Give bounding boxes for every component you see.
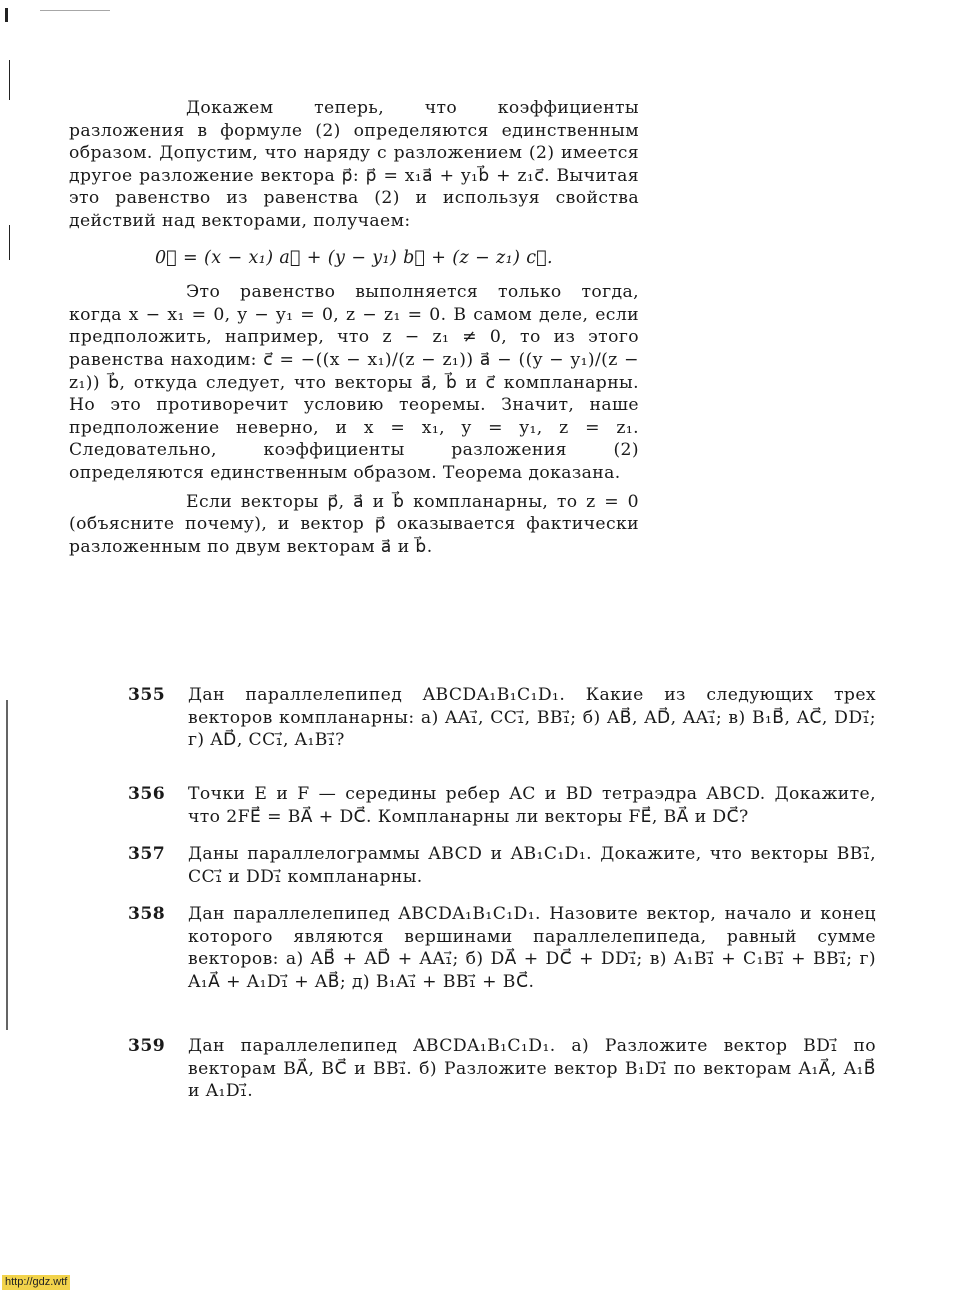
scan-top-rule (40, 10, 110, 11)
exercise-358 (128, 903, 876, 993)
exercise-text: Дан параллелепипед ABCDA₁B₁C₁D₁. а) Разложите вектор BD₁⃗ по векторам BA⃗, BC⃗ и BB₁⃗. б) Разложите вектор B₁D₁⃗ по векторам A₁A⃗, A₁B⃗ и A₁D₁⃗. (188, 1036, 876, 1102)
exercise-text: Точки E и F — середины ребер AC и BD тетраэдра ABCD. Докажите, что 2FE⃗ = BA⃗ + DC⃗. Компланарны ли векторы FE⃗, BA⃗ и DC⃗? (188, 784, 876, 827)
exercise-number: 357 (128, 844, 166, 864)
scan-edge-line (9, 60, 10, 100)
exercise-number: 356 (128, 784, 166, 804)
exercise-text: Дан параллелепипед ABCDA₁B₁C₁D₁. Назовите вектор, начало и конец которого являются вершинами параллелепипеда, равный сумме векторов: а) AB⃗ + AD⃗ + AA₁⃗; б) DA⃗ + DC⃗ + DD₁⃗; в) A₁B₁⃗ + C₁B₁⃗ + BB₁⃗; г) A₁A⃗ + A₁D₁⃗ + AB⃗; д) B₁A₁⃗ + BB₁⃗ + BC⃗. (188, 904, 876, 992)
watermark-link[interactable]: http://gdz.wtf (2, 1275, 70, 1290)
formula: 0⃗ = (x − x₁) a⃗ + (y − y₁) b⃗ + (z − z₁) c⃗. (155, 247, 553, 268)
theory-paragraph-1: Докажем теперь, что коэффициенты разложения в формуле (2) определяются единственным образом. Допустим, что наряду с разложением (2) имеется другое разложение вектора p⃗: p⃗ = x₁a⃗ + y₁b⃗ + z₁c⃗. Вычитая это равенство из равенства (2) и используя свойства действий над векторами, получаем: (69, 98, 639, 231)
exercise-359 (128, 1035, 876, 1103)
exercise-number: 359 (128, 1036, 166, 1056)
exercise-text: Даны параллелограммы ABCD и AB₁C₁D₁. Докажите, что векторы BB₁⃗, CC₁⃗ и DD₁⃗ компланарны. (188, 844, 876, 887)
exercise-number: 355 (128, 685, 166, 705)
theory-paragraph-3: Если векторы p⃗, a⃗ и b⃗ компланарны, то z = 0 (объясните почему), и вектор p⃗ оказывается фактически разложенным по двум векторам a⃗ и b⃗. (69, 491, 639, 557)
scan-edge-line (6, 700, 8, 1030)
exercise-number: 358 (128, 904, 166, 924)
exercise-357 (128, 843, 876, 888)
exercise-text: Дан параллелепипед ABCDA₁B₁C₁D₁. Какие из следующих трех векторов компланарны: а) AA₁⃗, CC₁⃗, BB₁⃗; б) AB⃗, AD⃗, AA₁⃗; в) B₁B⃗, AC⃗, DD₁⃗; г) AD⃗, CC₁⃗, A₁B₁⃗? (188, 685, 876, 751)
scan-edge-line (9, 225, 10, 260)
theory-paragraph-2: Это равенство выполняется только тогда, когда x − x₁ = 0, y − y₁ = 0, z − z₁ = 0. В самом деле, если предположить, например, что z − z₁ ≠ 0, то из этого равенства находим: c⃗ = −((x − x₁)/(z − z₁)) a⃗ − ((y − y₁)/(z − z₁)) b⃗, откуда следует, что векторы a⃗, b⃗ и c⃗ компланарны. Но это противоречит условию теоремы. Значит, наше предположение неверно, и x = x₁, y = y₁, z = z₁. Следовательно, коэффициенты разложения (2) определяются единственным образом. Теорема доказана. (69, 282, 639, 483)
exercise-355 (128, 684, 876, 752)
theory-text (69, 97, 639, 558)
exercise-356 (128, 783, 876, 828)
scan-edge-mark (5, 8, 8, 22)
